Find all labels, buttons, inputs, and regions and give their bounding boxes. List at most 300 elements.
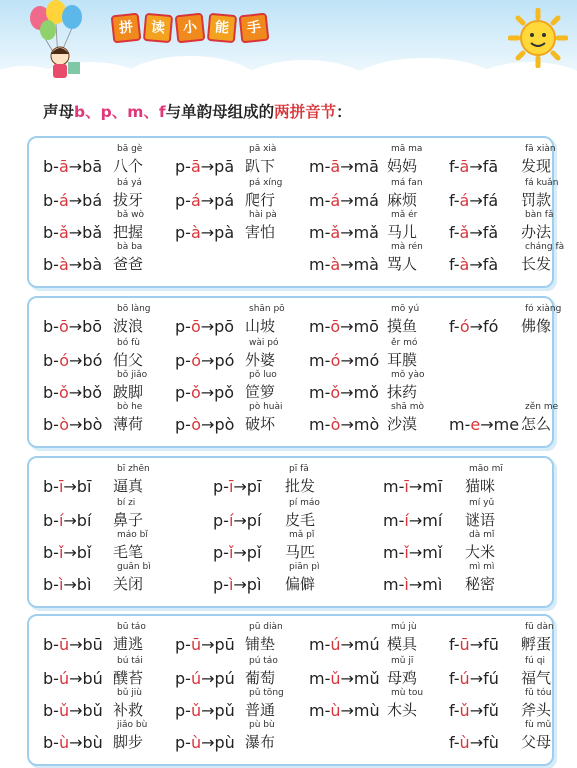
syllable: mò: [353, 415, 380, 434]
initial: b: [43, 635, 54, 654]
word-pinyin: mì mì: [469, 562, 495, 572]
spelling-formula: [449, 733, 499, 752]
final: ī: [404, 477, 409, 496]
initial: b: [43, 223, 54, 242]
word-pinyin: guān bì: [117, 562, 151, 572]
dash: -: [185, 669, 191, 688]
arrow-icon: →: [469, 157, 483, 176]
final: á: [58, 191, 69, 210]
initial: f: [449, 669, 454, 688]
title-char: 拼: [111, 13, 142, 44]
syllable: pǐ: [246, 543, 262, 562]
initial: p: [175, 701, 186, 720]
initial: b: [43, 255, 54, 274]
dash: -: [223, 543, 229, 562]
word-pinyin: jiǎo bù: [117, 720, 148, 730]
arrow-icon: →: [408, 575, 423, 594]
arrow-icon: →: [200, 157, 215, 176]
dash: -: [53, 317, 59, 336]
title-char: 能: [207, 13, 237, 43]
word-hanzi: 马儿: [387, 223, 418, 241]
dash: -: [453, 635, 460, 654]
dash: -: [398, 543, 405, 562]
final: ò: [191, 415, 202, 434]
final: á: [330, 191, 341, 210]
dash: -: [53, 669, 59, 688]
initial: b: [43, 383, 54, 402]
word-pinyin: ěr mó: [391, 338, 418, 348]
word-hanzi: 办法: [521, 223, 552, 241]
final: ǎ: [330, 223, 341, 242]
syllable: pū: [214, 635, 235, 654]
initial: b: [43, 477, 54, 496]
word-pinyin: fā xiàn: [525, 144, 556, 154]
final: ǔ: [459, 701, 470, 720]
syllable: pù: [214, 733, 235, 752]
syllable: bī: [76, 477, 92, 496]
initial: m: [309, 157, 325, 176]
final: ù: [190, 733, 202, 752]
syllable-entry: [29, 402, 559, 434]
syllable: fà: [482, 255, 499, 274]
dash: -: [185, 635, 191, 654]
syllable: bā: [82, 157, 103, 176]
word-hanzi: 麻烦: [387, 191, 418, 209]
title-char: 小: [175, 13, 206, 44]
arrow-icon: →: [201, 635, 215, 654]
syllable: pī: [246, 477, 262, 496]
word-hanzi: 补救: [113, 701, 144, 719]
syllable: bì: [76, 575, 92, 594]
initial: f: [449, 317, 454, 336]
spelling-formula: [383, 511, 442, 530]
arrow-icon: →: [340, 223, 354, 242]
syllable: pǔ: [214, 701, 235, 720]
word-hanzi: 脚步: [113, 733, 144, 751]
dash: -: [464, 415, 471, 434]
title-char: 手: [239, 13, 270, 44]
final: ú: [58, 669, 70, 688]
syllable: mà: [353, 255, 379, 274]
word-hanzi: 把握: [113, 223, 144, 241]
initial: p: [175, 635, 186, 654]
word-pinyin: mǎ ér: [391, 210, 418, 220]
syllable-entry: [29, 370, 549, 402]
word-pinyin: mà rén: [391, 242, 423, 252]
final: ǔ: [330, 669, 341, 688]
arrow-icon: →: [340, 351, 354, 370]
arrow-icon: →: [469, 701, 484, 720]
initial: m: [309, 223, 325, 242]
arrow-icon: →: [68, 255, 83, 274]
initial: m: [383, 511, 399, 530]
initial: m: [309, 383, 325, 402]
final: ò: [330, 415, 341, 434]
word-hanzi: 秘密: [465, 575, 496, 593]
arrow-icon: →: [201, 701, 215, 720]
dash: -: [53, 477, 59, 496]
word-hanzi: 妈妈: [387, 157, 418, 175]
final: ī: [228, 477, 234, 496]
word-hanzi: 趴下: [245, 157, 276, 175]
word-pinyin: bú tái: [117, 656, 143, 666]
final: ú: [330, 635, 341, 654]
syllable-entry: [29, 720, 552, 752]
initial: p: [175, 157, 186, 176]
final: ó: [459, 317, 470, 336]
arrow-icon: →: [340, 317, 354, 336]
title-char: 读: [143, 13, 173, 43]
dash: -: [185, 351, 192, 370]
final: ū: [58, 635, 70, 654]
balloon-girl-illustration: [18, 0, 104, 86]
arrow-icon: →: [469, 317, 484, 336]
final: ǒ: [330, 383, 341, 402]
word-hanzi: 发现: [521, 157, 552, 175]
word-pinyin: zěn me: [525, 402, 559, 412]
final: à: [459, 255, 470, 274]
syllable: pō: [214, 317, 235, 336]
final: ǒ: [190, 383, 201, 402]
dash: -: [53, 733, 59, 752]
dash: -: [185, 383, 191, 402]
dash: -: [53, 351, 60, 370]
dash: -: [53, 575, 59, 594]
word-pinyin: bā gè: [117, 144, 143, 154]
final: ǐ: [404, 543, 409, 562]
final: à: [58, 255, 69, 274]
word-pinyin: bī zhēn: [117, 464, 150, 474]
dash: -: [53, 383, 59, 402]
word-pinyin: bàn fǎ: [525, 210, 554, 220]
arrow-icon: →: [63, 575, 77, 594]
dash: -: [185, 317, 191, 336]
arrow-icon: →: [69, 635, 83, 654]
word-hanzi: 普通: [245, 701, 276, 719]
arrow-icon: →: [69, 701, 83, 720]
syllable: mì: [422, 575, 443, 594]
syllable: pú: [214, 669, 235, 688]
syllable: fǎ: [482, 223, 499, 242]
syllable: pò: [214, 415, 235, 434]
arrow-icon: →: [63, 511, 77, 530]
initial: p: [213, 477, 224, 496]
spelling-formula: [449, 317, 498, 336]
syllable-panel-2: [27, 296, 562, 448]
final: á: [190, 191, 201, 210]
word-pinyin: pú táo: [249, 656, 278, 666]
dash: -: [324, 157, 331, 176]
syllable-entry: [29, 242, 565, 274]
dash: -: [53, 543, 59, 562]
dash: -: [453, 669, 460, 688]
arrow-icon: →: [340, 383, 354, 402]
syllable: bí: [76, 511, 92, 530]
final: í: [58, 511, 64, 530]
spelling-formula: [449, 415, 519, 434]
page-heading: 声母b、p、m、f与单韵母组成的两拼音节：: [43, 103, 352, 121]
word-pinyin: bí zi: [117, 498, 136, 508]
spelling-formula: [449, 157, 498, 176]
arrow-icon: →: [340, 157, 354, 176]
final: ù: [330, 701, 341, 720]
final: ǔ: [190, 701, 202, 720]
initial: b: [43, 157, 54, 176]
initial: p: [175, 223, 186, 242]
dash: -: [324, 351, 331, 370]
word-pinyin: fū dàn: [525, 622, 554, 632]
syllable: má: [353, 191, 379, 210]
dash: -: [223, 477, 229, 496]
arrow-icon: →: [408, 477, 423, 496]
final: ū: [459, 635, 470, 654]
word-pinyin: bǒ jiǎo: [117, 370, 148, 380]
word-hanzi: 抹药: [387, 383, 418, 401]
syllable: mǎ: [353, 223, 379, 242]
sun-icon: [508, 8, 568, 68]
dash: -: [324, 383, 331, 402]
dash: -: [398, 477, 405, 496]
word-pinyin: fù mǔ: [525, 720, 552, 730]
initial: b: [43, 733, 54, 752]
arrow-icon: →: [69, 733, 83, 752]
arrow-icon: →: [469, 255, 483, 274]
dash: -: [324, 415, 331, 434]
word-pinyin: fó xiàng: [525, 304, 562, 314]
word-hanzi: 斧头: [521, 701, 552, 719]
arrow-icon: →: [340, 669, 354, 688]
final: ù: [58, 733, 70, 752]
syllable: bǎ: [82, 223, 103, 242]
syllable: mǐ: [422, 543, 443, 562]
syllable: mī: [422, 477, 443, 496]
word-pinyin: mí yǔ: [469, 498, 495, 508]
final: ì: [228, 575, 234, 594]
dash: -: [453, 223, 460, 242]
syllable-entry: [29, 338, 549, 370]
arrow-icon: →: [201, 669, 215, 688]
dash: -: [223, 575, 229, 594]
initial: m: [383, 543, 399, 562]
syllable: fá: [482, 191, 499, 210]
syllable: bó: [82, 351, 103, 370]
final: á: [459, 191, 470, 210]
word-pinyin: mǒ yào: [391, 370, 425, 380]
word-pinyin: pǒ luo: [249, 370, 277, 380]
dash: -: [324, 635, 331, 654]
word-hanzi: 长发: [521, 255, 552, 273]
syllable: bǒ: [82, 383, 103, 402]
dash: -: [53, 255, 59, 274]
syllable: pí: [246, 511, 262, 530]
word-hanzi: 醭苔: [113, 669, 144, 687]
dash: -: [398, 575, 405, 594]
word-pinyin: dà mǐ: [469, 530, 495, 540]
word-pinyin: bá yá: [117, 178, 142, 188]
arrow-icon: →: [340, 255, 354, 274]
word-pinyin: bǎ wò: [117, 210, 144, 220]
initial: f: [449, 701, 454, 720]
dash: -: [453, 701, 460, 720]
spelling-formula: [309, 383, 379, 402]
syllable-entry: [29, 178, 559, 210]
spelling-formula: [449, 255, 498, 274]
syllable: fó: [483, 317, 499, 336]
syllable: mí: [422, 511, 443, 530]
initial: f: [449, 157, 454, 176]
word-pinyin: pā xià: [249, 144, 277, 154]
word-pinyin: hài pà: [249, 210, 277, 220]
initial: p: [175, 191, 186, 210]
syllable: mù: [353, 701, 380, 720]
final: ō: [190, 317, 201, 336]
initial: b: [43, 575, 54, 594]
syllable: pó: [214, 351, 235, 370]
word-hanzi: 瀑布: [245, 733, 276, 751]
word-hanzi: 偏僻: [285, 575, 316, 593]
syllable: mǒ: [353, 383, 379, 402]
word-hanzi: 猫咪: [465, 477, 496, 495]
initial: p: [175, 317, 186, 336]
syllable: fù: [483, 733, 499, 752]
arrow-icon: →: [200, 317, 215, 336]
dash: -: [398, 511, 405, 530]
dash: -: [324, 255, 331, 274]
final: ó: [59, 351, 70, 370]
initial: p: [213, 543, 224, 562]
syllable: mō: [353, 317, 379, 336]
arrow-icon: →: [63, 543, 77, 562]
word-pinyin: bà ba: [117, 242, 143, 252]
arrow-icon: →: [480, 415, 494, 434]
word-hanzi: 跛脚: [113, 383, 144, 401]
word-hanzi: 鼻子: [113, 511, 144, 529]
spelling-formula: [449, 223, 498, 242]
word-hanzi: 福气: [521, 669, 552, 687]
syllable: bǔ: [82, 701, 103, 720]
initial: b: [43, 351, 54, 370]
spelling-formula: [383, 477, 442, 496]
arrow-icon: →: [408, 511, 423, 530]
word-pinyin: mǎ pǐ: [289, 530, 315, 540]
arrow-icon: →: [200, 191, 215, 210]
syllable-entry: [29, 622, 554, 654]
word-hanzi: 佛像: [521, 317, 552, 335]
dash: -: [185, 733, 191, 752]
dash: -: [185, 191, 191, 210]
initial: b: [43, 415, 54, 434]
arrow-icon: →: [469, 223, 483, 242]
word-pinyin: mǔ jī: [391, 656, 414, 666]
final: ó: [330, 351, 341, 370]
word-hanzi: 木头: [387, 701, 418, 719]
word-pinyin: pí máo: [289, 498, 320, 508]
syllable: mǔ: [353, 669, 380, 688]
initial: f: [449, 191, 454, 210]
arrow-icon: →: [68, 223, 83, 242]
syllable-entry: [29, 530, 549, 562]
arrow-icon: →: [340, 415, 354, 434]
initial: b: [43, 669, 54, 688]
arrow-icon: →: [201, 351, 215, 370]
initial: p: [175, 383, 186, 402]
arrow-icon: →: [233, 477, 247, 496]
dash: -: [324, 669, 331, 688]
final: í: [404, 511, 409, 530]
word-hanzi: 山坡: [245, 317, 276, 335]
initial: p: [175, 669, 186, 688]
initial: f: [449, 733, 454, 752]
word-hanzi: 皮毛: [285, 511, 316, 529]
final: e: [470, 415, 481, 434]
dash: -: [324, 191, 331, 210]
word-pinyin: bū táo: [117, 622, 146, 632]
arrow-icon: →: [469, 733, 484, 752]
arrow-icon: →: [63, 477, 77, 496]
initial: m: [309, 255, 325, 274]
dash: -: [324, 223, 331, 242]
final: ǎ: [58, 223, 69, 242]
syllable: pā: [214, 157, 235, 176]
syllable: bù: [82, 733, 103, 752]
dash: -: [453, 317, 460, 336]
initial: m: [309, 635, 325, 654]
dash: -: [185, 701, 191, 720]
syllable: fǔ: [483, 701, 499, 720]
dash: -: [53, 191, 59, 210]
arrow-icon: →: [233, 543, 247, 562]
syllable-entry: [29, 688, 552, 720]
final: ā: [58, 157, 69, 176]
initial: b: [43, 191, 54, 210]
word-hanzi: 拔牙: [113, 191, 144, 209]
spelling-formula: [449, 701, 499, 720]
word-pinyin: bó fù: [117, 338, 140, 348]
dash: -: [185, 223, 191, 242]
word-pinyin: pī fā: [289, 464, 309, 474]
syllable: bò: [82, 415, 103, 434]
syllable: pá: [214, 191, 235, 210]
word-pinyin: mú jù: [391, 622, 417, 632]
final: ú: [190, 669, 202, 688]
word-hanzi: 葡萄: [245, 669, 276, 687]
initial: p: [213, 575, 224, 594]
spelling-formula: [449, 635, 499, 654]
final: ú: [459, 669, 470, 688]
dash: -: [53, 701, 59, 720]
word-hanzi: 铺垫: [245, 635, 276, 653]
final: ī: [58, 477, 64, 496]
spelling-formula: [383, 575, 442, 594]
initial: f: [449, 223, 454, 242]
arrow-icon: →: [68, 191, 83, 210]
word-hanzi: 毛笔: [113, 543, 144, 561]
initial: m: [309, 351, 325, 370]
initial: m: [309, 669, 325, 688]
arrow-icon: →: [69, 669, 83, 688]
word-pinyin: wài pó: [249, 338, 279, 348]
syllable-panel-1: [27, 136, 565, 288]
word-hanzi: 谜语: [465, 511, 496, 529]
final: ǔ: [58, 701, 70, 720]
arrow-icon: →: [233, 575, 247, 594]
word-pinyin: má fan: [391, 178, 423, 188]
initial: b: [43, 701, 54, 720]
word-pinyin: mō yú: [391, 304, 420, 314]
initial: m: [309, 317, 325, 336]
final: ó: [191, 351, 202, 370]
initial: m: [309, 701, 325, 720]
